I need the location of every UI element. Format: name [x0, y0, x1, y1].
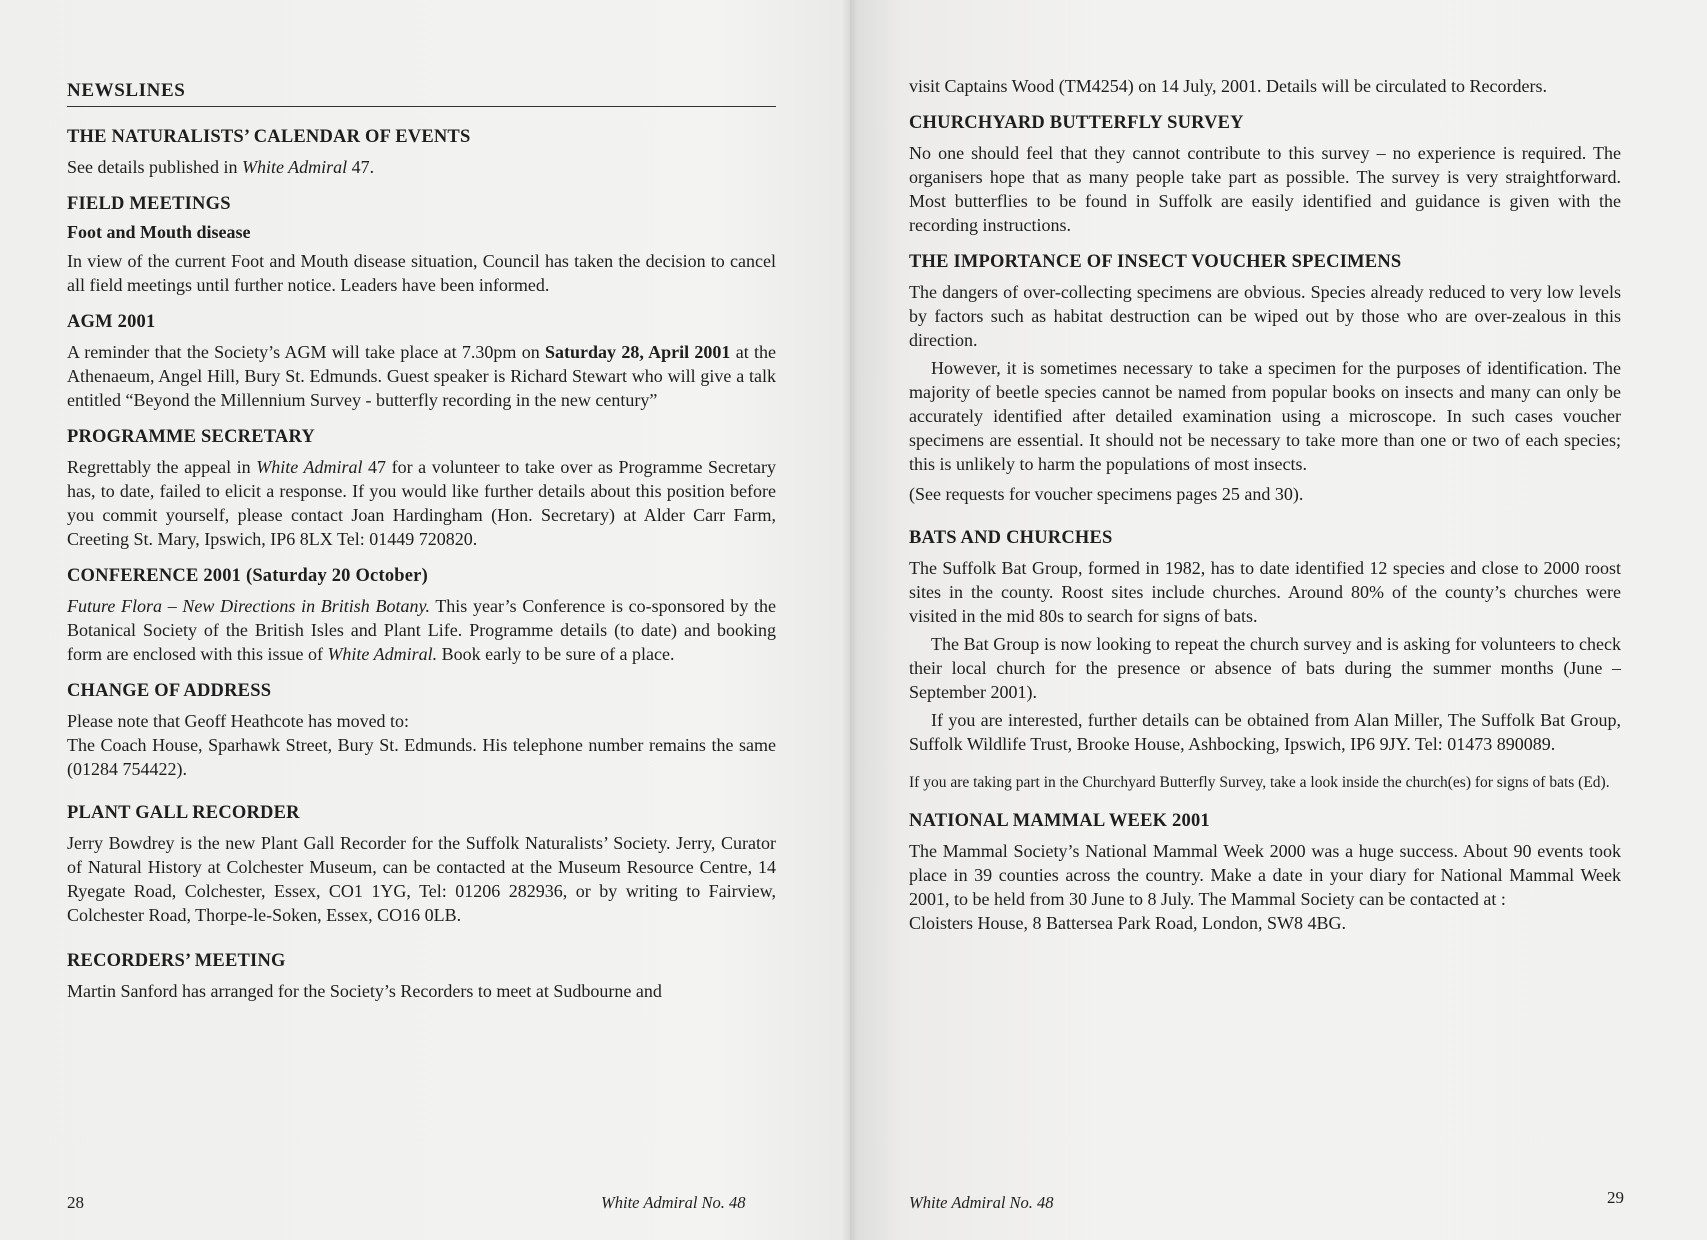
section-body: See details published in White Admiral 47.: [67, 157, 375, 177]
section-heading: BATS AND CHURCHES: [909, 528, 1113, 548]
section-churchyard-survey: [909, 113, 1621, 237]
section-programme-secretary: [67, 427, 776, 551]
page-number-right: 29: [1607, 1188, 1624, 1207]
section-heading: AGM 2001: [67, 312, 156, 332]
section-paragraph: The dangers of over-collecting specimens are obvious. Species already reduced to very low levels by factors such as habitat destruction can be wiped out by those who are over-zealous in this direction.: [909, 282, 1621, 350]
right-column: [909, 74, 1621, 950]
section-body: Future Flora – New Directions in British Botany. This year’s Conference is co-sponsored by the Botanical Society of the British Isles and Plant Life. Programme details (to date) and booking form are enclosed with this issue of White Admiral. Book early to be sure of a place.: [67, 596, 776, 664]
section-calendar: [67, 127, 776, 179]
page-number-left: 28: [67, 1193, 84, 1212]
section-heading: NATIONAL MAMMAL WEEK 2001: [909, 811, 1210, 831]
section-heading: CONFERENCE 2001 (Saturday 20 October): [67, 566, 428, 586]
section-heading: THE IMPORTANCE OF INSECT VOUCHER SPECIMENS: [909, 252, 1402, 272]
editor-note: If you are taking part in the Churchyard Butterfly Survey, take a look inside the church(es) for signs of bats (Ed).: [909, 774, 1610, 791]
section-agm: [67, 312, 776, 412]
section-paragraph: The Bat Group is now looking to repeat the church survey and is asking for volunteers to check their local church for the presence or absence of bats during the summer months (June – September 2001).: [909, 634, 1621, 702]
section-field-meetings: [67, 194, 776, 297]
section-body: Regrettably the appeal in White Admiral 47 for a volunteer to take over as Programme Secretary has, to date, failed to elicit a response. If you would like further details about this position before you commit yourself, please contact Joan Hardingham (Hon. Secretary) at Alder Carr Farm, Creeting St. Mary, Ipswich, IP6 8LX Tel: 01449 720820.: [67, 457, 776, 549]
section-change-of-address: [67, 681, 776, 781]
section-conference: [67, 566, 776, 666]
footer-title-left: White Admiral No. 48: [601, 1193, 746, 1212]
section-paragraph: (See requests for voucher specimens pages 25 and 30).: [909, 484, 1304, 504]
continuation-text: visit Captains Wood (TM4254) on 14 July, 2001. Details will be circulated to Recorders.: [909, 76, 1547, 96]
section-heading: FIELD MEETINGS: [67, 194, 231, 214]
section-plant-gall: [67, 803, 776, 927]
section-paragraph: If you are interested, further details can be obtained from Alan Miller, The Suffolk Bat Group, Suffolk Wildlife Trust, Brooke House, Ashbocking, Ipswich, IP6 9JY. Tel: 01473 890089.: [909, 710, 1621, 754]
section-body: No one should feel that they cannot contribute to this survey – no experience is required. The organisers hope that as many people take part as possible. The survey is very straightforward. Most butterflies to be found in Suffolk are easily identified and guidance is given with the recording instructions.: [909, 143, 1621, 235]
section-heading: PROGRAMME SECRETARY: [67, 427, 315, 447]
section-body: Martin Sanford has arranged for the Society’s Recorders to meet at Sudbourne and: [67, 981, 662, 1001]
footer-title-right: White Admiral No. 48: [909, 1193, 1054, 1212]
section-body: Jerry Bowdrey is the new Plant Gall Recorder for the Suffolk Naturalists’ Society. Jerry, Curator of Natural History at Colchester Museum, can be contacted at the Museum Resource Centre, 14 Ryegate Road, Colchester, Essex, CO1 1YG, Tel: 01206 282936, or by writing to Fairview, Colchester Road, Thorpe-le-Soken, Essex, CO16 0LB.: [67, 833, 776, 925]
section-body: The Mammal Society’s National Mammal Week 2000 was a huge success. About 90 events took place in 39 counties across the country. Make a date in your diary for National Mammal Week 2001, to be held from 30 June to 8 July. The Mammal Society can be contacted at :: [909, 841, 1621, 909]
right-page: [850, 0, 1707, 1240]
book-gutter: [842, 0, 858, 1240]
section-subheading: Foot and Mouth disease: [67, 222, 251, 242]
section-body: In view of the current Foot and Mouth disease situation, Council has taken the decision to cancel all field meetings until further notice. Leaders have been informed.: [67, 251, 776, 295]
section-bats-churches: [909, 528, 1621, 793]
section-heading: CHANGE OF ADDRESS: [67, 681, 272, 701]
section-voucher-specimens: [909, 252, 1621, 506]
section-heading: RECORDERS’ MEETING: [67, 951, 286, 971]
section-mammal-week: [909, 811, 1621, 935]
section-recorders-meeting: [67, 951, 776, 1003]
section-body-line2: The Coach House, Sparhawk Street, Bury St. Edmunds. His telephone number remains the same (01284 754422).: [67, 735, 776, 779]
section-paragraph: The Suffolk Bat Group, formed in 1982, has to date identified 12 species and close to 2000 roost sites in the county. Roost sites include churches. Around 80% of the county’s churches were visited in the mid 80s to search for signs of bats.: [909, 558, 1621, 626]
masthead-newslines: NEWSLINES: [67, 80, 776, 107]
section-body: A reminder that the Society’s AGM will take place at 7.30pm on Saturday 28, April 2001 at the Athenaeum, Angel Hill, Bury St. Edmunds. Guest speaker is Richard Stewart who will give a talk entitled “Beyond the Millennium Survey - butterfly recording in the new century”: [67, 342, 776, 410]
section-heading: PLANT GALL RECORDER: [67, 803, 300, 823]
section-address: Cloisters House, 8 Battersea Park Road, London, SW8 4BG.: [909, 913, 1346, 933]
left-column: [67, 80, 776, 1018]
left-page: [0, 0, 850, 1240]
section-paragraph: However, it is sometimes necessary to take a specimen for the purposes of identification. The majority of beetle species cannot be named from popular books on insects and many can only be accurately identified after detailed examination using a microscope. In such cases voucher specimens are essential. It should not be necessary to take more than one or two of each species; this is unlikely to harm the populations of most insects.: [909, 358, 1621, 474]
section-body-line1: Please note that Geoff Heathcote has moved to:: [67, 711, 410, 731]
section-heading: THE NATURALISTS’ CALENDAR OF EVENTS: [67, 127, 471, 147]
section-heading: CHURCHYARD BUTTERFLY SURVEY: [909, 113, 1244, 133]
